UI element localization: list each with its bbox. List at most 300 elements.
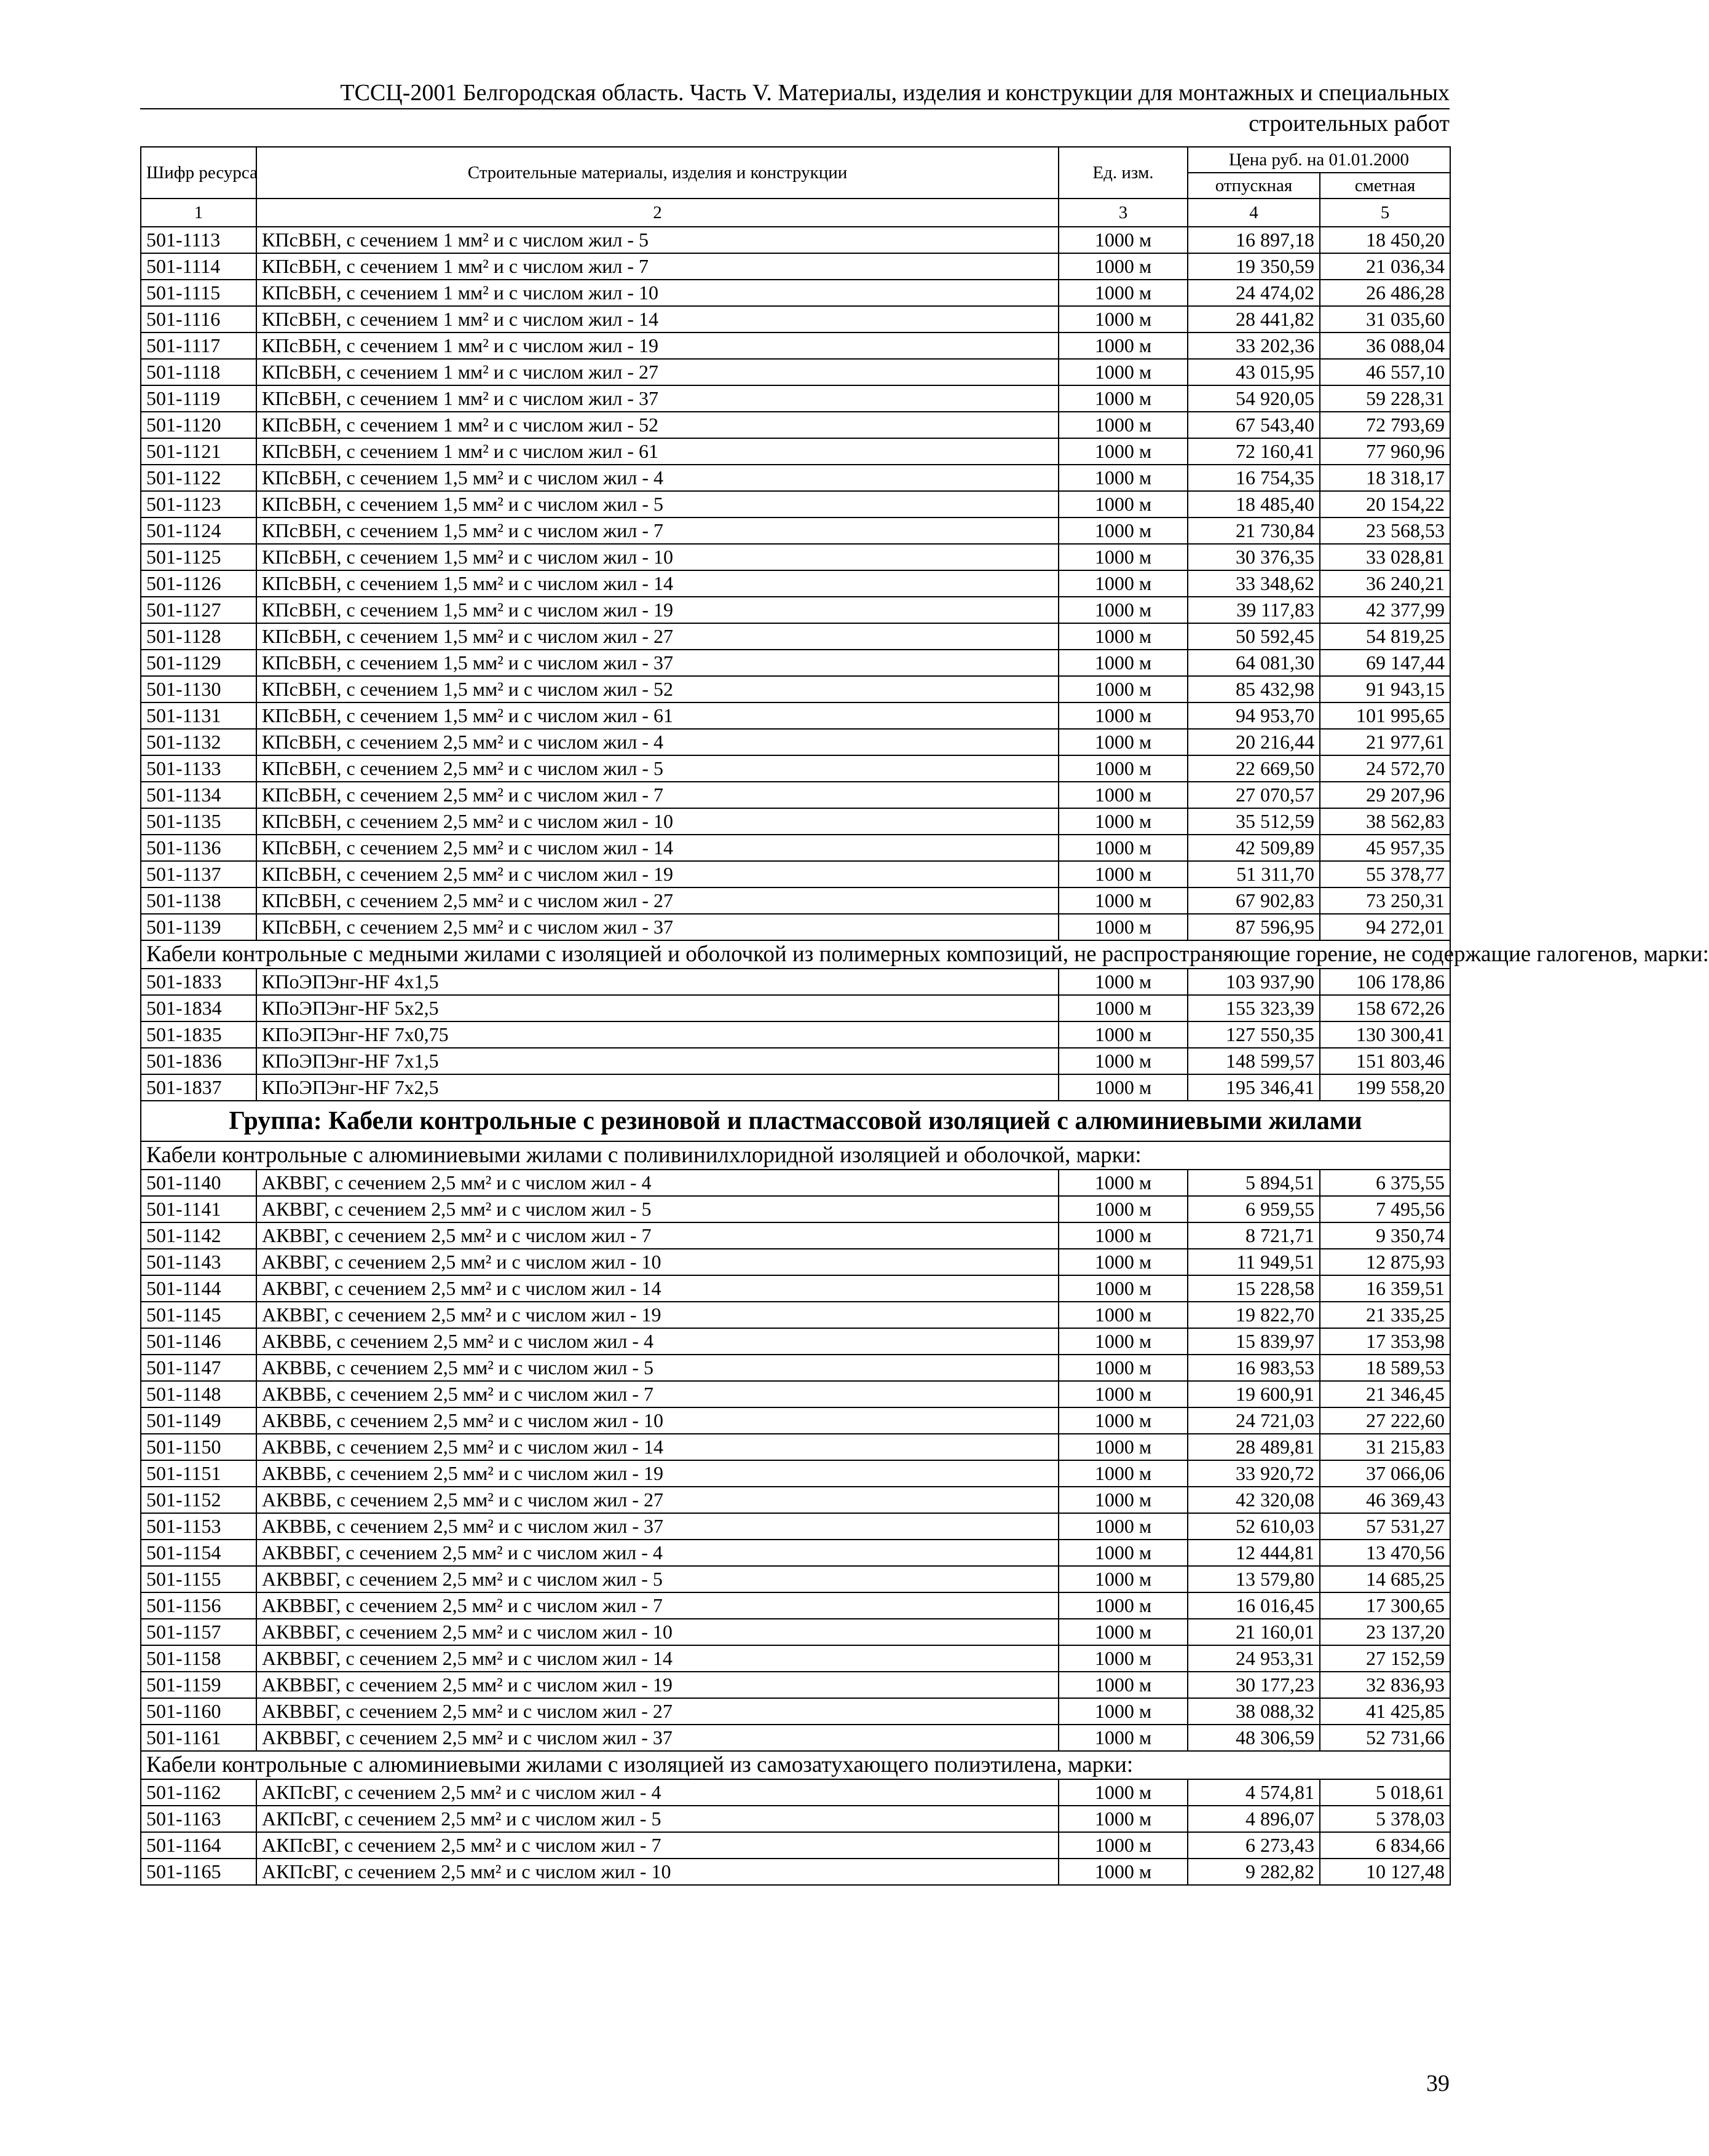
estimate-price: 21 977,61 (1320, 729, 1450, 755)
unit: 1000 м (1059, 412, 1188, 438)
release-price: 6 959,55 (1188, 1196, 1320, 1222)
unit: 1000 м (1059, 1381, 1188, 1407)
release-price: 18 485,40 (1188, 491, 1320, 517)
estimate-price: 23 568,53 (1320, 517, 1450, 544)
unit: 1000 м (1059, 623, 1188, 650)
material-name: АКВВБГ, с сечением 2,5 мм² и с числом жил - 37 (256, 1725, 1059, 1751)
resource-code: 501-1133 (141, 755, 256, 782)
resource-code: 501-1120 (141, 412, 256, 438)
table-row (141, 1859, 1450, 1885)
table-row (141, 227, 1450, 253)
section-subheader-row (141, 940, 1450, 969)
table-row (141, 1328, 1450, 1355)
material-name: АКВВБ, с сечением 2,5 мм² и с числом жил - 19 (256, 1460, 1059, 1487)
table-row (141, 517, 1450, 544)
release-price: 195 346,41 (1188, 1074, 1320, 1101)
material-name: АКВВГ, с сечением 2,5 мм² и с числом жил - 7 (256, 1222, 1059, 1249)
table-row (141, 1698, 1450, 1725)
estimate-price: 36 088,04 (1320, 332, 1450, 359)
estimate-price: 9 350,74 (1320, 1222, 1450, 1249)
unit: 1000 м (1059, 438, 1188, 465)
unit: 1000 м (1059, 1434, 1188, 1460)
release-price: 19 600,91 (1188, 1381, 1320, 1407)
release-price: 33 920,72 (1188, 1460, 1320, 1487)
unit: 1000 м (1059, 1048, 1188, 1074)
material-name: КПсВБН, с сечением 1 мм² и с числом жил - 14 (256, 306, 1059, 332)
estimate-price: 31 215,83 (1320, 1434, 1450, 1460)
table-row (141, 914, 1450, 940)
release-price: 54 920,05 (1188, 385, 1320, 412)
estimate-price: 32 836,93 (1320, 1672, 1450, 1698)
resource-code: 501-1127 (141, 597, 256, 623)
resource-code: 501-1143 (141, 1249, 256, 1275)
unit: 1000 м (1059, 755, 1188, 782)
material-name: АКВВГ, с сечением 2,5 мм² и с числом жил - 5 (256, 1196, 1059, 1222)
table-row (141, 1513, 1450, 1540)
resource-code: 501-1834 (141, 995, 256, 1021)
release-price: 19 822,70 (1188, 1302, 1320, 1328)
release-price: 39 117,83 (1188, 597, 1320, 623)
estimate-price: 41 425,85 (1320, 1698, 1450, 1725)
release-price: 24 721,03 (1188, 1407, 1320, 1434)
resource-code: 501-1138 (141, 887, 256, 914)
resource-code: 501-1131 (141, 702, 256, 729)
material-name: КПсВБН, с сечением 2,5 мм² и с числом жил - 4 (256, 729, 1059, 755)
running-header-line1: ТССЦ-2001 Белгородская область. Часть V. Материалы, изделия и конструкции для монтажных и специальных (340, 80, 1450, 106)
material-name: КПсВБН, с сечением 2,5 мм² и с числом жил - 5 (256, 755, 1059, 782)
estimate-price: 18 589,53 (1320, 1355, 1450, 1381)
release-price: 16 016,45 (1188, 1592, 1320, 1619)
unit: 1000 м (1059, 280, 1188, 306)
col-header-code: Шифр ресурса (141, 147, 256, 199)
unit: 1000 м (1059, 1460, 1188, 1487)
material-name: КПсВБН, с сечением 1 мм² и с числом жил - 37 (256, 385, 1059, 412)
material-name: КПсВБН, с сечением 1 мм² и с числом жил - 52 (256, 412, 1059, 438)
material-name: АКВВБГ, с сечением 2,5 мм² и с числом жил - 4 (256, 1540, 1059, 1566)
unit: 1000 м (1059, 306, 1188, 332)
table-row (141, 544, 1450, 570)
material-name: АКВВБГ, с сечением 2,5 мм² и с числом жил - 5 (256, 1566, 1059, 1592)
release-price: 87 596,95 (1188, 914, 1320, 940)
table-row (141, 1806, 1450, 1832)
release-price: 6 273,43 (1188, 1832, 1320, 1859)
unit: 1000 м (1059, 1355, 1188, 1381)
unit: 1000 м (1059, 1672, 1188, 1698)
table-row (141, 650, 1450, 676)
release-price: 43 015,95 (1188, 359, 1320, 385)
release-price: 52 610,03 (1188, 1513, 1320, 1540)
running-header-line2: строительных работ (1249, 111, 1450, 136)
material-name: АКВВБГ, с сечением 2,5 мм² и с числом жил - 14 (256, 1645, 1059, 1672)
estimate-price: 45 957,35 (1320, 835, 1450, 861)
release-price: 30 177,23 (1188, 1672, 1320, 1698)
release-price: 8 721,71 (1188, 1222, 1320, 1249)
resource-code: 501-1144 (141, 1275, 256, 1302)
estimate-price: 130 300,41 (1320, 1021, 1450, 1048)
material-name: АКВВБ, с сечением 2,5 мм² и с числом жил - 5 (256, 1355, 1059, 1381)
table-row (141, 1592, 1450, 1619)
estimate-price: 101 995,65 (1320, 702, 1450, 729)
table-row (141, 1074, 1450, 1101)
resource-code: 501-1115 (141, 280, 256, 306)
material-name: КПсВБН, с сечением 1,5 мм² и с числом жил - 4 (256, 465, 1059, 491)
release-price: 13 579,80 (1188, 1566, 1320, 1592)
material-name: КПсВБН, с сечением 2,5 мм² и с числом жил - 27 (256, 887, 1059, 914)
resource-code: 501-1155 (141, 1566, 256, 1592)
estimate-price: 36 240,21 (1320, 570, 1450, 597)
estimate-price: 57 531,27 (1320, 1513, 1450, 1540)
section-subheader: Кабели контрольные с алюминиевыми жилами с поливинилхлоридной изоляцией и оболочкой, марки: (141, 1141, 1450, 1170)
release-price: 67 543,40 (1188, 412, 1320, 438)
release-price: 30 376,35 (1188, 544, 1320, 570)
estimate-price: 55 378,77 (1320, 861, 1450, 887)
estimate-price: 6 375,55 (1320, 1170, 1450, 1196)
material-name: АКВВБ, с сечением 2,5 мм² и с числом жил - 10 (256, 1407, 1059, 1434)
material-name: КПсВБН, с сечением 1,5 мм² и с числом жил - 61 (256, 702, 1059, 729)
resource-code: 501-1157 (141, 1619, 256, 1645)
resource-code: 501-1136 (141, 835, 256, 861)
unit: 1000 м (1059, 702, 1188, 729)
table-row (141, 1672, 1450, 1698)
table-row (141, 1566, 1450, 1592)
unit: 1000 м (1059, 1806, 1188, 1832)
resource-code: 501-1119 (141, 385, 256, 412)
unit: 1000 м (1059, 1513, 1188, 1540)
resource-code: 501-1835 (141, 1021, 256, 1048)
table-row (141, 1021, 1450, 1048)
estimate-price: 7 495,56 (1320, 1196, 1450, 1222)
resource-code: 501-1137 (141, 861, 256, 887)
release-price: 24 953,31 (1188, 1645, 1320, 1672)
release-price: 20 216,44 (1188, 729, 1320, 755)
table-row (141, 1355, 1450, 1381)
release-price: 38 088,32 (1188, 1698, 1320, 1725)
material-name: КПсВБН, с сечением 1,5 мм² и с числом жил - 5 (256, 491, 1059, 517)
material-name: АКПсВГ, с сечением 2,5 мм² и с числом жил - 5 (256, 1806, 1059, 1832)
material-name: КПсВБН, с сечением 2,5 мм² и с числом жил - 7 (256, 782, 1059, 808)
unit: 1000 м (1059, 995, 1188, 1021)
estimate-price: 29 207,96 (1320, 782, 1450, 808)
unit: 1000 м (1059, 227, 1188, 253)
resource-code: 501-1147 (141, 1355, 256, 1381)
material-name: АКВВБГ, с сечением 2,5 мм² и с числом жил - 27 (256, 1698, 1059, 1725)
resource-code: 501-1122 (141, 465, 256, 491)
estimate-price: 69 147,44 (1320, 650, 1450, 676)
estimate-price: 6 834,66 (1320, 1832, 1450, 1859)
unit: 1000 м (1059, 465, 1188, 491)
estimate-price: 13 470,56 (1320, 1540, 1450, 1566)
table-row (141, 808, 1450, 835)
release-price: 16 754,35 (1188, 465, 1320, 491)
release-price: 12 444,81 (1188, 1540, 1320, 1566)
estimate-price: 37 066,06 (1320, 1460, 1450, 1487)
estimate-price: 12 875,93 (1320, 1249, 1450, 1275)
unit: 1000 м (1059, 782, 1188, 808)
material-name: АКВВГ, с сечением 2,5 мм² и с числом жил - 4 (256, 1170, 1059, 1196)
table-row (141, 1381, 1450, 1407)
resource-code: 501-1118 (141, 359, 256, 385)
section-subheader-row (141, 1141, 1450, 1170)
estimate-price: 42 377,99 (1320, 597, 1450, 623)
resource-code: 501-1153 (141, 1513, 256, 1540)
resource-code: 501-1158 (141, 1645, 256, 1672)
release-price: 16 983,53 (1188, 1355, 1320, 1381)
table-row (141, 729, 1450, 755)
release-price: 15 839,97 (1188, 1328, 1320, 1355)
estimate-price: 106 178,86 (1320, 969, 1450, 995)
material-name: КПсВБН, с сечением 1,5 мм² и с числом жил - 7 (256, 517, 1059, 544)
unit: 1000 м (1059, 1407, 1188, 1434)
release-price: 11 949,51 (1188, 1249, 1320, 1275)
table-row (141, 1434, 1450, 1460)
resource-code: 501-1129 (141, 650, 256, 676)
unit: 1000 м (1059, 914, 1188, 940)
release-price: 148 599,57 (1188, 1048, 1320, 1074)
estimate-price: 27 152,59 (1320, 1645, 1450, 1672)
release-price: 16 897,18 (1188, 227, 1320, 253)
material-name: КПсВБН, с сечением 1 мм² и с числом жил - 27 (256, 359, 1059, 385)
unit: 1000 м (1059, 332, 1188, 359)
table-row (141, 861, 1450, 887)
material-name: КПсВБН, с сечением 1,5 мм² и с числом жил - 14 (256, 570, 1059, 597)
resource-code: 501-1126 (141, 570, 256, 597)
release-price: 27 070,57 (1188, 782, 1320, 808)
release-price: 51 311,70 (1188, 861, 1320, 887)
table-row (141, 782, 1450, 808)
unit: 1000 м (1059, 1196, 1188, 1222)
estimate-price: 21 346,45 (1320, 1381, 1450, 1407)
table-row (141, 1048, 1450, 1074)
release-price: 21 730,84 (1188, 517, 1320, 544)
resource-code: 501-1141 (141, 1196, 256, 1222)
table-row (141, 332, 1450, 359)
resource-code: 501-1121 (141, 438, 256, 465)
estimate-price: 94 272,01 (1320, 914, 1450, 940)
release-price: 42 320,08 (1188, 1487, 1320, 1513)
material-name: КПсВБН, с сечением 1 мм² и с числом жил - 61 (256, 438, 1059, 465)
material-name: КПоЭПЭнг-HF 7х1,5 (256, 1048, 1059, 1074)
estimate-price: 91 943,15 (1320, 676, 1450, 702)
release-price: 28 489,81 (1188, 1434, 1320, 1460)
release-price: 72 160,41 (1188, 438, 1320, 465)
resource-code: 501-1160 (141, 1698, 256, 1725)
material-name: АКВВГ, с сечением 2,5 мм² и с числом жил - 10 (256, 1249, 1059, 1275)
table-row (141, 465, 1450, 491)
estimate-price: 5 378,03 (1320, 1806, 1450, 1832)
table-row (141, 1779, 1450, 1806)
resource-code: 501-1140 (141, 1170, 256, 1196)
material-name: КПсВБН, с сечением 1 мм² и с числом жил - 7 (256, 253, 1059, 280)
release-price: 94 953,70 (1188, 702, 1320, 729)
resource-code: 501-1159 (141, 1672, 256, 1698)
estimate-price: 20 154,22 (1320, 491, 1450, 517)
release-price: 24 474,02 (1188, 280, 1320, 306)
table-row (141, 1487, 1450, 1513)
resource-code: 501-1124 (141, 517, 256, 544)
table-row (141, 1302, 1450, 1328)
unit: 1000 м (1059, 808, 1188, 835)
unit: 1000 м (1059, 570, 1188, 597)
resource-code: 501-1836 (141, 1048, 256, 1074)
estimate-price: 16 359,51 (1320, 1275, 1450, 1302)
unit: 1000 м (1059, 1275, 1188, 1302)
col-number-3: 3 (1059, 199, 1188, 227)
release-price: 155 323,39 (1188, 995, 1320, 1021)
table-row (141, 412, 1450, 438)
table-row (141, 1645, 1450, 1672)
unit: 1000 м (1059, 544, 1188, 570)
material-name: АКВВБ, с сечением 2,5 мм² и с числом жил - 14 (256, 1434, 1059, 1460)
unit: 1000 м (1059, 491, 1188, 517)
resource-code: 501-1128 (141, 623, 256, 650)
release-price: 15 228,58 (1188, 1275, 1320, 1302)
estimate-price: 23 137,20 (1320, 1619, 1450, 1645)
table-row (141, 1170, 1450, 1196)
resource-code: 501-1150 (141, 1434, 256, 1460)
table-row (141, 385, 1450, 412)
resource-code: 501-1116 (141, 306, 256, 332)
release-price: 42 509,89 (1188, 835, 1320, 861)
material-name: АКВВБ, с сечением 2,5 мм² и с числом жил - 37 (256, 1513, 1059, 1540)
resource-code: 501-1145 (141, 1302, 256, 1328)
material-name: АКВВБ, с сечением 2,5 мм² и с числом жил - 7 (256, 1381, 1059, 1407)
page-number: 39 (1426, 2071, 1450, 2096)
material-name: КПсВБН, с сечением 1,5 мм² и с числом жил - 37 (256, 650, 1059, 676)
table-row (141, 969, 1450, 995)
unit: 1000 м (1059, 887, 1188, 914)
estimate-price: 151 803,46 (1320, 1048, 1450, 1074)
unit: 1000 м (1059, 1832, 1188, 1859)
unit: 1000 м (1059, 1698, 1188, 1725)
resource-code: 501-1165 (141, 1859, 256, 1885)
estimate-price: 59 228,31 (1320, 385, 1450, 412)
material-name: КПсВБН, с сечением 1 мм² и с числом жил - 5 (256, 227, 1059, 253)
group-header: Группа: Кабели контрольные с резиновой и пластмассовой изоляцией с алюминиевыми жилами (141, 1101, 1450, 1141)
material-name: КПсВБН, с сечением 1,5 мм² и с числом жил - 27 (256, 623, 1059, 650)
table-row (141, 1460, 1450, 1487)
resource-code: 501-1146 (141, 1328, 256, 1355)
table-row (141, 702, 1450, 729)
material-name: КПсВБН, с сечением 1 мм² и с числом жил - 19 (256, 332, 1059, 359)
unit: 1000 м (1059, 1566, 1188, 1592)
table-row (141, 306, 1450, 332)
material-name: КПоЭПЭнг-HF 5х2,5 (256, 995, 1059, 1021)
estimate-price: 5 018,61 (1320, 1779, 1450, 1806)
table-row (141, 835, 1450, 861)
unit: 1000 м (1059, 1645, 1188, 1672)
release-price: 4 896,07 (1188, 1806, 1320, 1832)
release-price: 64 081,30 (1188, 650, 1320, 676)
material-name: АКПсВГ, с сечением 2,5 мм² и с числом жил - 10 (256, 1859, 1059, 1885)
unit: 1000 м (1059, 1619, 1188, 1645)
estimate-price: 26 486,28 (1320, 280, 1450, 306)
resource-code: 501-1113 (141, 227, 256, 253)
release-price: 50 592,45 (1188, 623, 1320, 650)
unit: 1000 м (1059, 1249, 1188, 1275)
estimate-price: 46 369,43 (1320, 1487, 1450, 1513)
resource-code: 501-1162 (141, 1779, 256, 1806)
estimate-price: 52 731,66 (1320, 1725, 1450, 1751)
estimate-price: 73 250,31 (1320, 887, 1450, 914)
material-name: КПсВБН, с сечением 1 мм² и с числом жил - 10 (256, 280, 1059, 306)
material-name: КПсВБН, с сечением 1,5 мм² и с числом жил - 19 (256, 597, 1059, 623)
table-row (141, 438, 1450, 465)
resource-code: 501-1156 (141, 1592, 256, 1619)
release-price: 9 282,82 (1188, 1859, 1320, 1885)
material-name: КПсВБН, с сечением 2,5 мм² и с числом жил - 19 (256, 861, 1059, 887)
release-price: 21 160,01 (1188, 1619, 1320, 1645)
col-header-estimate: сметная (1320, 173, 1450, 199)
table-row (141, 623, 1450, 650)
estimate-price: 17 300,65 (1320, 1592, 1450, 1619)
table-row (141, 755, 1450, 782)
table-row (141, 280, 1450, 306)
resource-code: 501-1833 (141, 969, 256, 995)
material-name: КПсВБН, с сечением 2,5 мм² и с числом жил - 10 (256, 808, 1059, 835)
unit: 1000 м (1059, 650, 1188, 676)
resource-code: 501-1163 (141, 1806, 256, 1832)
unit: 1000 м (1059, 1222, 1188, 1249)
material-name: АКВВГ, с сечением 2,5 мм² и с числом жил - 14 (256, 1275, 1059, 1302)
estimate-price: 199 558,20 (1320, 1074, 1450, 1101)
material-name: АКВВГ, с сечением 2,5 мм² и с числом жил - 19 (256, 1302, 1059, 1328)
resource-code: 501-1123 (141, 491, 256, 517)
table-header (141, 147, 1450, 227)
table-row (141, 491, 1450, 517)
estimate-price: 18 318,17 (1320, 465, 1450, 491)
unit: 1000 м (1059, 1859, 1188, 1885)
material-name: АКВВБГ, с сечением 2,5 мм² и с числом жил - 19 (256, 1672, 1059, 1698)
material-name: АКПсВГ, с сечением 2,5 мм² и с числом жил - 7 (256, 1832, 1059, 1859)
release-price: 4 574,81 (1188, 1779, 1320, 1806)
estimate-price: 33 028,81 (1320, 544, 1450, 570)
estimate-price: 46 557,10 (1320, 359, 1450, 385)
table-row (141, 1540, 1450, 1566)
resource-code: 501-1139 (141, 914, 256, 940)
resource-code: 501-1117 (141, 332, 256, 359)
estimate-price: 158 672,26 (1320, 995, 1450, 1021)
estimate-price: 38 562,83 (1320, 808, 1450, 835)
table-body (141, 227, 1709, 1885)
table-row (141, 1275, 1450, 1302)
release-price: 35 512,59 (1188, 808, 1320, 835)
estimate-price: 77 960,96 (1320, 438, 1450, 465)
resource-code: 501-1149 (141, 1407, 256, 1434)
unit: 1000 м (1059, 835, 1188, 861)
col-number-1: 1 (141, 199, 256, 227)
material-name: АКВВБ, с сечением 2,5 мм² и с числом жил - 27 (256, 1487, 1059, 1513)
resource-code: 501-1130 (141, 676, 256, 702)
group-header-row (141, 1101, 1450, 1141)
table-row (141, 1196, 1450, 1222)
section-subheader: Кабели контрольные с алюминиевыми жилами с изоляцией из самозатухающего полиэтилена, марки: (141, 1751, 1450, 1779)
release-price: 103 937,90 (1188, 969, 1320, 995)
estimate-price: 21 335,25 (1320, 1302, 1450, 1328)
resource-code: 501-1132 (141, 729, 256, 755)
material-name: КПсВБН, с сечением 1,5 мм² и с числом жил - 10 (256, 544, 1059, 570)
resource-code: 501-1114 (141, 253, 256, 280)
col-number-5: 5 (1320, 199, 1450, 227)
estimate-price: 14 685,25 (1320, 1566, 1450, 1592)
col-number-2: 2 (256, 199, 1059, 227)
release-price: 19 350,59 (1188, 253, 1320, 280)
resource-code: 501-1142 (141, 1222, 256, 1249)
unit: 1000 м (1059, 1302, 1188, 1328)
table-row (141, 1249, 1450, 1275)
unit: 1000 м (1059, 969, 1188, 995)
material-name: АКВВБГ, с сечением 2,5 мм² и с числом жил - 10 (256, 1619, 1059, 1645)
unit: 1000 м (1059, 1021, 1188, 1048)
